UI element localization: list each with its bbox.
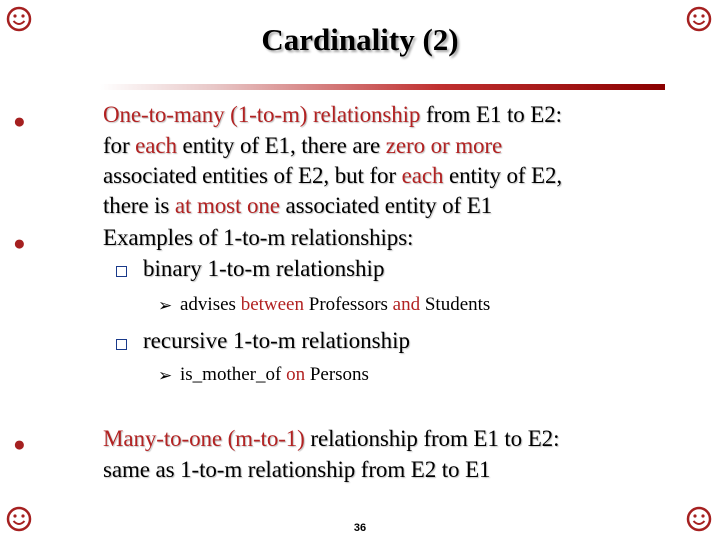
text-span: associated entity of E1 bbox=[279, 193, 493, 218]
bullet-1-line-3 bbox=[103, 163, 562, 189]
bullet-1-line-2 bbox=[103, 133, 502, 159]
text-span: on bbox=[281, 364, 310, 385]
emphasis-each: each bbox=[401, 163, 444, 188]
bullet-3-line-2: same as 1-to-m relationship from E2 to E1 bbox=[103, 457, 491, 482]
bullet-1-line-1 bbox=[103, 102, 562, 128]
text-span: is_mother_of bbox=[180, 364, 282, 385]
text-span: for bbox=[103, 133, 136, 158]
bullet-marker: ● bbox=[13, 432, 26, 456]
text-span: and bbox=[387, 294, 425, 315]
text-span: Persons bbox=[309, 364, 369, 385]
page-number: 36 bbox=[353, 522, 367, 534]
bullet-marker: ● bbox=[13, 109, 26, 133]
text-span: relationship from E1 to E2: bbox=[304, 426, 560, 451]
bullet-1-line-4 bbox=[103, 193, 492, 219]
text-span: associated entities of E2, but for bbox=[103, 163, 402, 188]
emphasis-each: each bbox=[135, 133, 177, 158]
term-many-to-one: Many-to-one (m-to-1) bbox=[103, 426, 305, 451]
arrow-bullet-icon: ➢ bbox=[158, 296, 173, 315]
arrow-bullet-icon: ➢ bbox=[158, 366, 173, 385]
text-span: from E1 to E2: bbox=[420, 102, 562, 127]
emphasis-at-most-one: at most one bbox=[174, 193, 280, 218]
text-span: there is bbox=[103, 193, 175, 218]
square-bullet-icon bbox=[116, 266, 127, 277]
text-span: advises bbox=[180, 294, 236, 315]
term-one-to-many: One-to-many (1-to-m) relationship bbox=[103, 102, 421, 127]
slide-title: Cardinality (2) bbox=[261, 22, 459, 57]
text-span: entity of E2, bbox=[443, 163, 563, 188]
title-underline bbox=[100, 84, 665, 90]
emphasis-zero-or-more: zero or more bbox=[385, 133, 503, 158]
example-advises bbox=[180, 294, 490, 316]
sub-bullet-recursive: recursive 1-to-m relationship bbox=[143, 328, 410, 353]
bullet-2-text: Examples of 1-to-m relationships: bbox=[103, 225, 414, 250]
square-bullet-icon bbox=[116, 339, 127, 350]
text-span: Professors bbox=[308, 294, 388, 315]
example-is-mother-of bbox=[180, 364, 369, 386]
text-span: Students bbox=[424, 294, 491, 315]
sub-bullet-binary: binary 1-to-m relationship bbox=[143, 256, 385, 281]
bullet-3-line-1 bbox=[103, 426, 559, 452]
text-span: between bbox=[235, 294, 309, 315]
text-span: entity of E1, there are bbox=[176, 133, 386, 158]
bullet-marker: ● bbox=[13, 231, 26, 255]
